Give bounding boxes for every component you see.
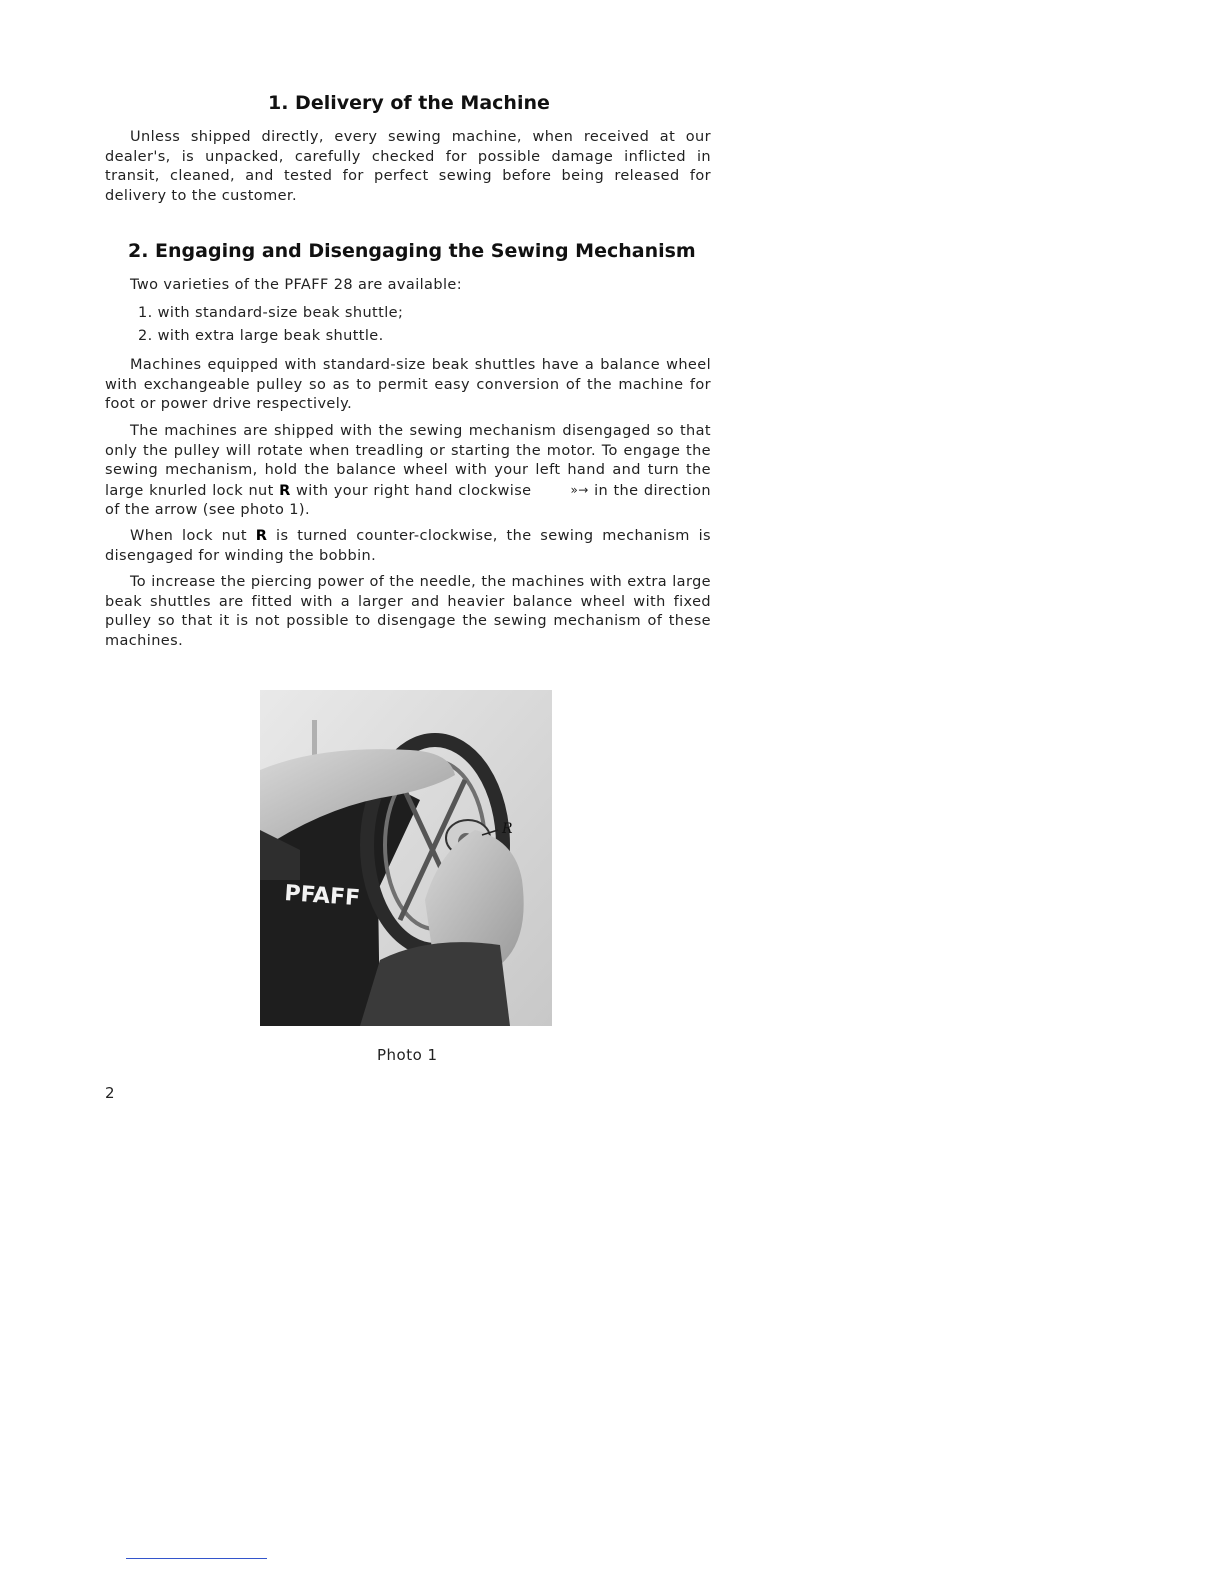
lock-nut-r-label: R xyxy=(502,821,513,837)
engage-text-a: The machines are shipped with the sewing mechanism disengaged so that only the pulley will rotate when treadling or starting the motor. To engage the sewing mechanism, hold the balance wheel with your left hand and turn the large knurled lock nut xyxy=(105,423,711,499)
pfaff-logo: PFAFF xyxy=(283,881,361,912)
balance-wheel-paragraph: Machines equipped with standard-size beak shuttles have a balance wheel with exchangeable pulley so as to permit easy conversion of the machine for foot or power drive respectively. xyxy=(105,357,711,412)
piercing-power-paragraph: To increase the piercing power of the needle, the machines with extra large beak shuttles are fitted with a larger and heavier balance wheel with fixed pulley so that it is not possible to disengage the sewing mechanism of these machines. xyxy=(105,574,711,649)
varieties-intro: Two varieties of the PFAFF 28 are available: xyxy=(130,277,462,293)
clockwise-arrow-icon: »→ xyxy=(570,482,589,497)
engage-text-c: in the direction of the arrow (see photo 1). xyxy=(105,482,711,518)
section-2-heading: 2. Engaging and Disengaging the Sewing Mechanism xyxy=(128,240,696,262)
delivery-paragraph: Unless shipped directly, every sewing machine, when received at our dealer's, is unpacked, carefully checked for possible damage inflicted in transit, cleaned, and tested for perfect sewing before being released for delivery to the customer. xyxy=(105,129,711,204)
engage-paragraph xyxy=(105,422,711,521)
counter-text-a: When lock nut xyxy=(130,528,256,544)
photo-caption: Photo 1 xyxy=(377,1046,438,1064)
page-number: 2 xyxy=(105,1084,115,1102)
section-1-heading: 1. Delivery of the Machine xyxy=(268,92,550,114)
list-item-large-shuttle: 2. with extra large beak shuttle. xyxy=(138,328,384,344)
footer-rule xyxy=(126,1558,267,1559)
engage-text-b: with your right hand clockwise xyxy=(290,482,532,499)
list-item-standard-shuttle: 1. with standard-size beak shuttle; xyxy=(138,305,404,321)
counter-clockwise-paragraph xyxy=(105,527,711,566)
counter-text-b: is turned counter-clockwise, the sewing mechanism is disengaged for winding the bobbin. xyxy=(105,528,711,564)
lock-nut-label: R xyxy=(279,482,291,499)
lock-nut-label-2: R xyxy=(255,528,268,544)
photo-balance-wheel xyxy=(260,690,552,1026)
